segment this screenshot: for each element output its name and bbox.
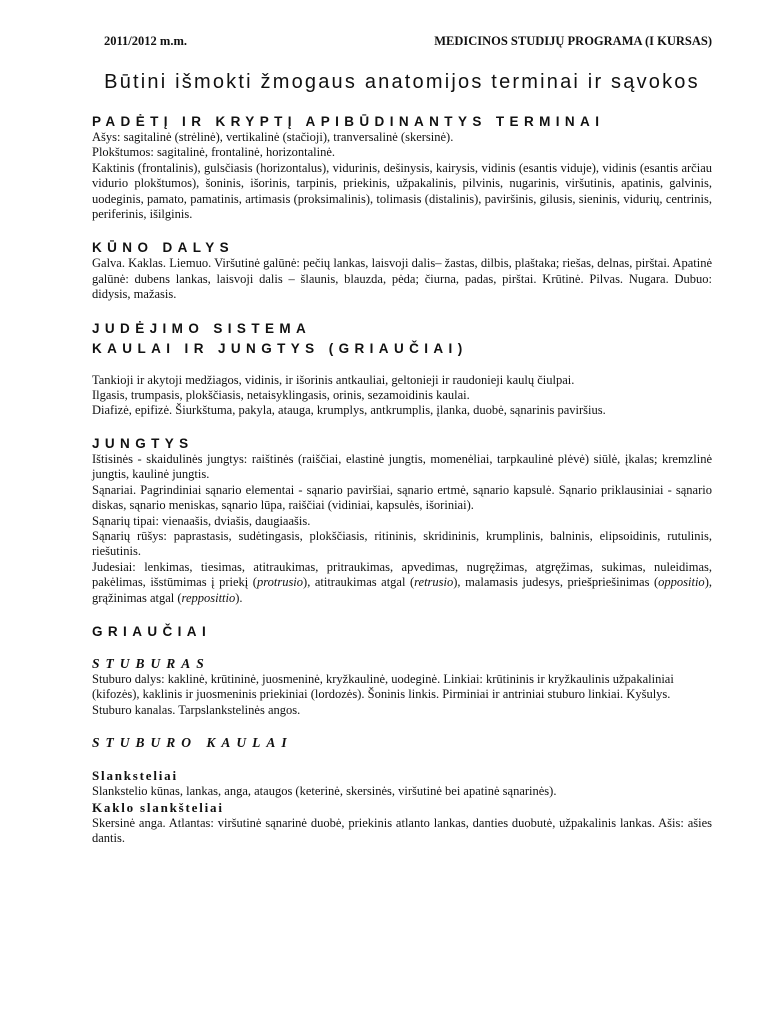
paragraph-sanariai: Sąnariai. Pagrindiniai sąnario elementai - sąnario paviršiai, sąnario ertmė, sąnario kapsulė. Sąnario priklausiniai - sąnario diskas, sąnario meniskas, sąnario lūpa, raiščiai (vidiniai, kapsulės, išoriniai). [92, 482, 712, 513]
paragraph-asys: Ašys: sagitalinė (strėlinė), vertikalinė (stačioji), tranversalinė (skersinė). [92, 130, 454, 144]
paragraph-judesiai: Judesiai: lenkimas, tiesimas, atitraukimas, pritraukimas, apvedimas, nugręžimas, atgręžimas, sukimas, nuleidimas, pakėlimas, išstūmimas į priekį (protrusio), atitraukimas atgal (retrusio), malamasis judesys, priešpriešinimas (oppositio), grąžinimas atgal (repposittio). [92, 559, 712, 605]
section-heading-jungtys: JUNGTYS [92, 435, 194, 451]
paragraph-stuburas: Stuburo dalys: kaklinė, krūtininė, juosmeninė, kryžkaulinė, uodeginė. Linkiai: krūtininis ir kryžkaulinis užpakaliniai (kifozės), kaklinis ir juosmeninis priekiniai (lordozės). Šoninis linkis. Pirminiai ir antriniai stuburo linkiai. Kyšulys. Stuburo kanalas. Tarpslankstelinės angos. [92, 671, 674, 717]
subheading-kaklo-slanksteliai: Kaklo slankšteliai [92, 799, 224, 815]
paragraph-kaulo-dalys: Diafizė, epifizė. Šiurkštuma, pakyla, atauga, krumplys, antkrumplis, įlanka, duobė, sąnarinis paviršius. [92, 403, 606, 418]
section-heading-padetis: PADĖTĮ IR KRYPTĮ APIBŪDINANTYS TERMINAI [92, 114, 605, 129]
paragraph-kuno-dalys: Galva. Kaklas. Liemuo. Viršutinė galūnė: pečių lankas, laisvoji dalis– žastas, dilbis, plaštaka; riešas, delnas, pirštai. Apatinė galūnė: dubens lankas, laisvoji dalis – šlaunis, blauzda, pėda; čiurna, padas, pirštai. Krūtinė. Pilvas. Nugara. Dubuo: didysis, mažasis. [92, 256, 712, 302]
subheading-slanksteliai: Slanksteliai [92, 768, 178, 784]
paragraph-plokstumos: Plokštumos: sagitalinė, frontalinė, horizontalinė. [92, 145, 336, 160]
academic-year: 2011/2012 m.m. [104, 34, 187, 48]
paragraph-sanariu-tipai: Sąnarių tipai: vienaašis, dviašis, daugiaašis. [92, 513, 311, 528]
paragraph-istisines: Ištisinės - skaidulinės jungtys: raištinės (raiščiai, elastinė jungtis, momenėliai, tarpkaulinė plėvė) siūlė, įkalas; kremzlinė jungtis, kaulinė jungtis. [92, 451, 712, 482]
document-title: Būtini išmokti žmogaus anatomijos terminai ir sąvokos [104, 71, 700, 93]
section-heading-kaulai-jungtys: KAULAI IR JUNGTYS (GRIAUČIAI) [92, 340, 468, 356]
section-heading-judejimo: JUDĖJIMO SISTEMA [92, 320, 312, 336]
paragraph-sanariu-rusys: Sąnarių rūšys: paprastasis, sudėtingasis, plokščiasis, ritininis, skridininis, krumplinis, balninis, elipsoidinis, rutulinis, riešutinis. [92, 528, 712, 559]
paragraph-kaulu-tipai: Ilgasis, trumpasis, plokščiasis, netaisyklingasis, orinis, sezamoidinis kaulai. [92, 388, 470, 403]
subheading-stuburas: STUBURAS [92, 655, 210, 671]
section-heading-griauciai: GRIAUČIAI [92, 623, 212, 639]
document-page [92, 34, 712, 846]
section-heading-kuno-dalys: KŪNO DALYS [92, 240, 235, 256]
paragraph-slanksteliai: Slankstelio kūnas, lankas, anga, ataugos (keterinė, skersinės, viršutinė bei apatinė sąnarinės). [92, 784, 557, 799]
paragraph-kryptys: Kaktinis (frontalinis), gulsčiasis (horizontalus), vidurinis, dešinysis, kairysis, vidinis (esantis viduje), vidinis (esantis arčiau vidurio plokštumos), šoninis, išorinis, tarpinis, priekinis, užpakalinis, pilvinis, nugarinis, viršutinis, apatinis, galvinis, uodeginis, pamato, pamatinis, artimasis (proksimalinis), tolimasis (distalinis), paviršinis, gilusis, sieninis, vidurių, centrinis, periferinis, išilginis. [92, 160, 712, 222]
subheading-stuburo-kaulai: STUBURO KAULAI [92, 735, 293, 751]
page-header [104, 34, 712, 49]
program-title: MEDICINOS STUDIJŲ PROGRAMA (I KURSAS) [434, 34, 712, 48]
paragraph-kaklo-slanksteliai: Skersinė anga. Atlantas: viršutinė sąnarinė duobė, priekinis atlanto lankas, danties duobutė, užpakalinis lankas. Ašis: ašies dantis. [92, 815, 712, 845]
paragraph-medziagos: Tankioji ir akytoji medžiagos, vidinis, ir išorinis antkauliai, geltonieji ir raudonieji kaulų čiulpai. [92, 372, 575, 387]
